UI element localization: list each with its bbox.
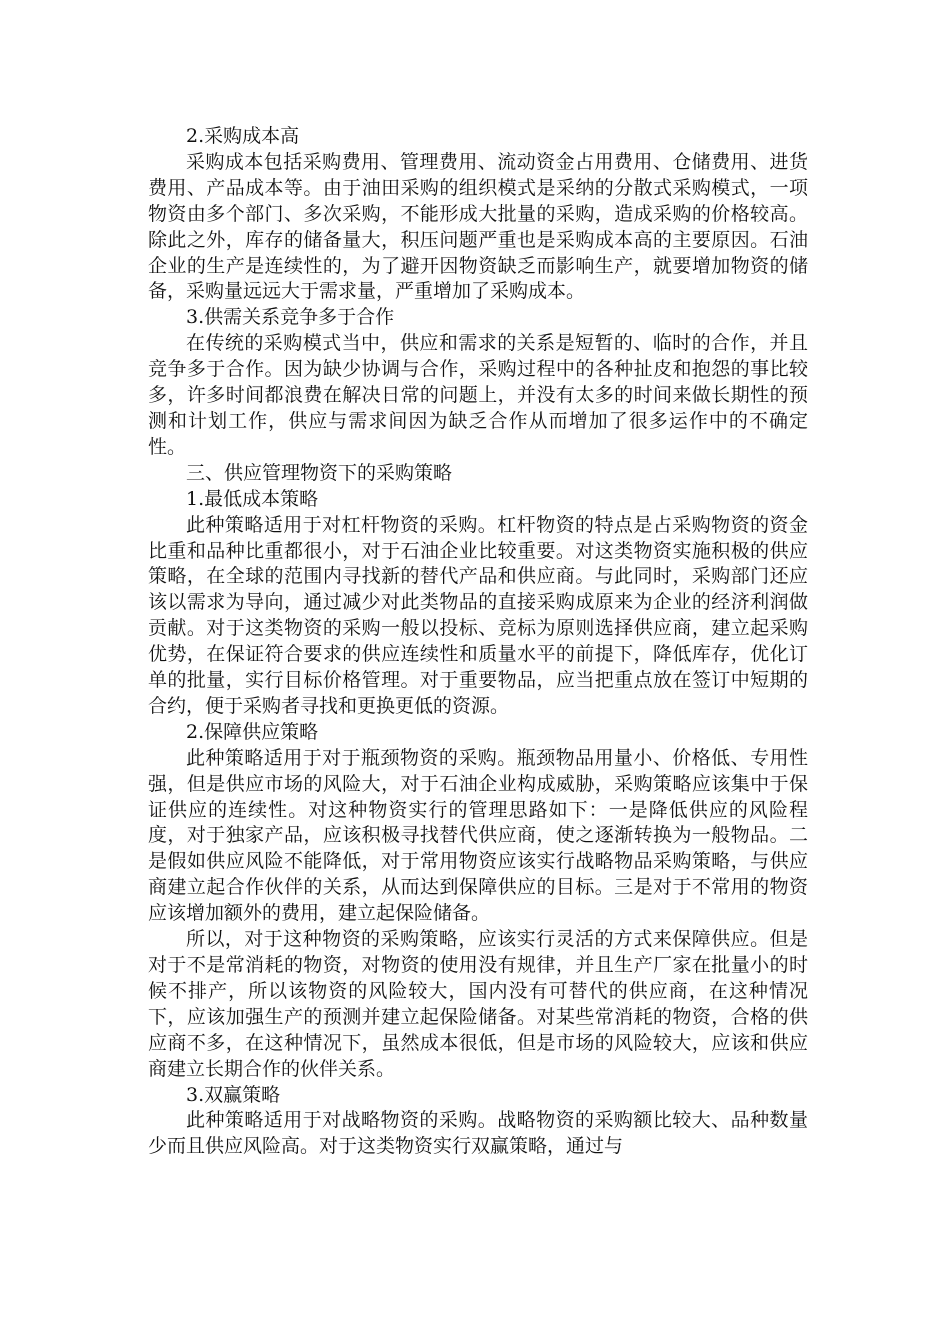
section-heading-procurement-strategy: 三、供应管理物资下的采购策略 — [186, 461, 453, 484]
heading-high-procurement-cost: 2.采购成本高 — [186, 125, 300, 147]
paragraph-strategic-materials: 此种策略适用于对战略物资的采购。战略物资的采购额比较大、品种数量少而且供应风险高。对于这类物资实行双赢策略，通过与 — [148, 1109, 808, 1158]
heading-lowest-cost-strategy: 1.最低成本策略 — [186, 487, 319, 510]
paragraph-procurement-cost: 采购成本包括采购费用、管理费用、流动资金占用费用、仓储费用、进货费用、产品成本等。由于油田采购的组织模式是采纳的分散式采购模式，一项物资由多个部门、多次采购，不能形成大批量的采购，造成采购的价格较高。除此之外，库存的储备量大，积压问题严重也是采购成本高的主要原因。石油企业的生产是连续性的，为了避开因物资缺乏而影响生产，就要增加物资的储备，采购量远远大于需求量，严重增加了采购成本。 — [148, 150, 808, 303]
paragraph-flexible-approach: 所以，对于这种物资的采购策略，应该实行灵活的方式来保障供应。但是对于不是常消耗的物资，对物资的使用没有规律，并且生产厂家在批量小的时候不排产，所以该物资的风险较大，国内没有可替代的供应商，在这种情况下，应该加强生产的预测并建立起保险储备。对某些常消耗的物资，合格的供应商不多，在这种情况下，虽然成本很低，但是市场的风险较大，应该和供应商建立长期合作的伙伴关系。 — [148, 928, 808, 1080]
paragraph-traditional-mode: 在传统的采购模式当中，供应和需求的关系是短暂的、临时的合作，并且竞争多于合作。因为缺少协调与合作，采购过程中的各种扯皮和抱怨的事比较多，许多时间都浪费在解决日常的问题上，并没有太多的时间来做长期性的预测和计划工作，供应与需求间因为缺乏合作从而增加了很多运作中的不确定性。 — [148, 332, 808, 458]
paragraph-bottleneck-materials: 此种策略适用于对于瓶颈物资的采购。瓶颈物品用量小、价格低、专用性强，但是供应市场的风险大，对于石油企业构成威胁，采购策略应该集中于保证供应的连续性。对这种物资实行的管理思路如下：一是降低供应的风险程度，对于独家产品，应该积极寻找替代供应商，使之逐渐转换为一般物品。二是假如供应风险不能降低，对于常用物资应该实行战略物品采购策略，与供应商建立起合作伙伴的关系，从而达到保障供应的目标。三是对于不常用的物资应该增加额外的费用，建立起保险储备。 — [148, 746, 808, 925]
heading-win-win-strategy: 3.双赢策略 — [186, 1083, 281, 1106]
document-page — [148, 124, 808, 1160]
heading-supply-assurance-strategy: 2.保障供应策略 — [186, 720, 319, 743]
paragraph-lowest-cost-strategy: 此种策略适用于对杠杆物资的采购。杠杆物资的特点是占采购物资的资金比重和品种比重都很小，对于石油企业比较重要。对这类物资实施积极的供应策略，在全球的范围内寻找新的替代产品和供应商。与此同时，采购部门还应该以需求为导向，通过减少对此类物品的直接采购成原来为企业的经济利润做贡献。对于这类物资的采购一般以投标、竞标为原则选择供应商，建立起采购优势，在保证符合要求的供应连续性和质量水平的前提下，降低库存，优化订单的批量，实行目标价格管理。对于重要物品，应当把重点放在签订中短期的合约，便于采购者寻找和更换更低的资源。 — [148, 513, 808, 717]
heading-competition-over-cooperation: 3.供需关系竞争多于合作 — [186, 306, 395, 329]
